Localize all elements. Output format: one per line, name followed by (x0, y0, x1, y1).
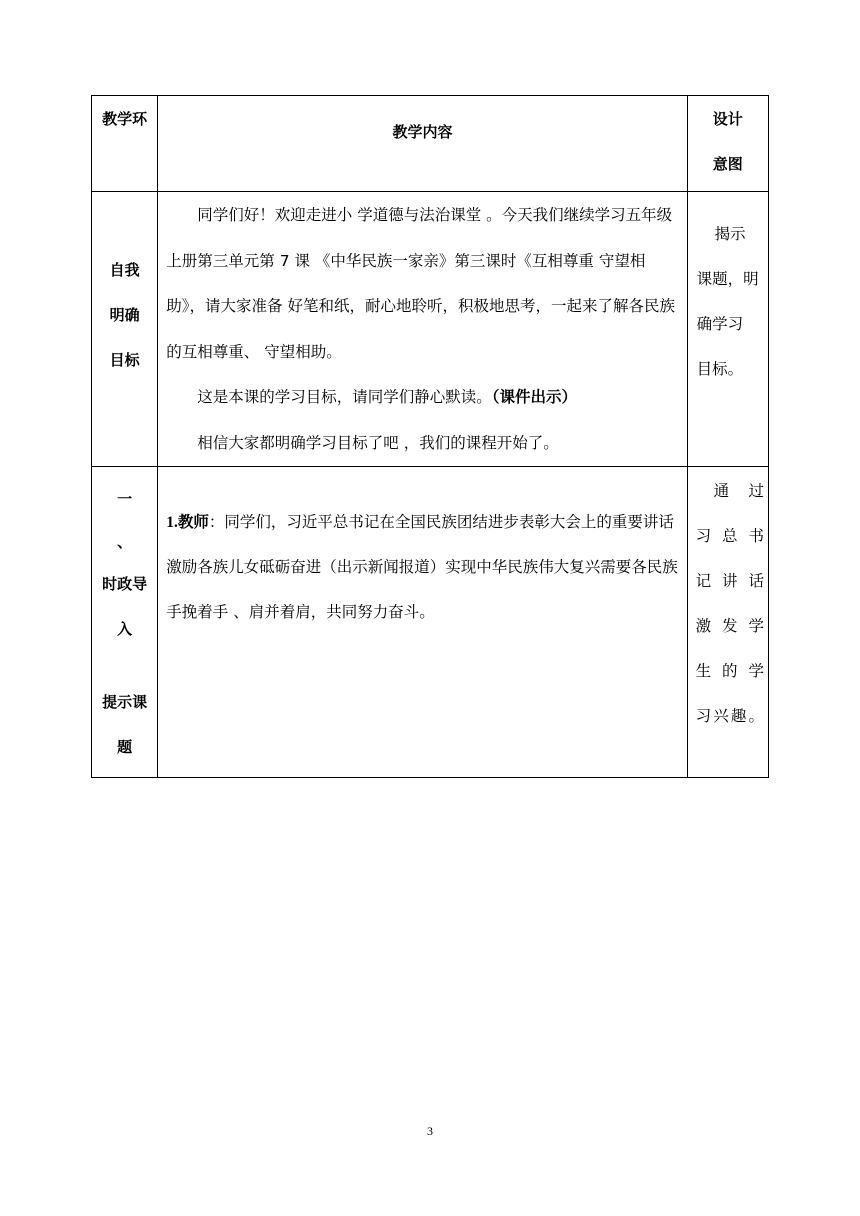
row1-intent-line: 目标。 (696, 360, 744, 378)
page-number: 3 (427, 1124, 433, 1138)
row2-intent-line: 激 发 学 (695, 617, 764, 635)
row2-stage-line: 时政导 (102, 575, 148, 593)
row2-intent (688, 467, 768, 739)
row1-paragraph-2 (166, 375, 680, 421)
header-stage-cell (92, 96, 158, 192)
row1-intent-line: 揭示 (714, 225, 746, 243)
row2-intent-line: 习 总 书 (695, 527, 764, 545)
row1-content (158, 192, 686, 466)
row2-content-cell (158, 467, 687, 778)
row1-stage-cell (92, 192, 158, 467)
row2-intent-line: 记 讲 话 (695, 572, 764, 590)
row1-intent-line: 课题，明 (696, 270, 759, 288)
row1-intent-cell (687, 192, 768, 467)
row2-intent-line: 习兴趣。 (695, 707, 764, 725)
row2-stage-line: 一 (117, 490, 133, 508)
lesson-plan-table (91, 95, 769, 778)
header-intent-line1: 设计 (712, 110, 743, 128)
row1-stage-line: 目标 (109, 351, 140, 369)
table-row (92, 192, 769, 467)
row2-stage-cell (92, 467, 158, 778)
header-stage: 教学环 (102, 110, 148, 128)
row2-intent-cell (687, 467, 768, 778)
row1-stage-line: 自我 (109, 261, 140, 279)
row1-paragraph-2-text: 这是本课的学习目标，请同学们静心默读。 (197, 388, 492, 406)
row2-intent-line: 通 过 (713, 482, 764, 500)
row1-intent-line: 确学习 (696, 315, 744, 333)
table-header-row (92, 96, 769, 192)
row2-stage-line: 提示课 (102, 693, 148, 711)
row1-paragraph-2-bold: （课件出示） (491, 388, 578, 406)
row2-stage-line: 入 (117, 620, 133, 638)
row1-stage-line: 明确 (109, 306, 140, 324)
row2-content-label: 1.教师 (166, 514, 209, 531)
table-row (92, 467, 769, 778)
row1-intent (688, 192, 768, 392)
row2-content-text: ：同学们，习近平总书记在全国民族团结进步表彰大会上的重要讲话激励各族儿女砥砺奋进（出示新闻报道）实现中华民族伟大复兴需要各民族手挽着手 、肩并着肩，共同努力奋斗。 (166, 513, 678, 621)
row1-stage (92, 192, 157, 383)
row2-stage-line: 题 (117, 738, 133, 756)
header-intent-cell (687, 96, 768, 192)
row2-content (158, 467, 686, 635)
row1-paragraph-1: 同学们好！欢迎走进小 学道德与法治课堂 。今天我们继续学习五年级上册第三单元第 7 课 《中华民族一家亲》第三课时《互相尊重 守望相助》，请大家准备 好笔和纸，耐心地聆听，积极地思考，一起来了解各民族的互相尊重、 守望相助。 (166, 206, 675, 361)
header-content-cell (158, 96, 687, 192)
row1-content-cell (158, 192, 687, 467)
header-content: 教学内容 (392, 123, 453, 141)
row2-intent-line: 生 的 学 (695, 662, 764, 680)
row2-stage (92, 467, 157, 770)
row2-stage-line: 、 (117, 533, 133, 551)
row1-paragraph-3: 相信大家都明确学习目标了吧 ，我们的课程开始了。 (197, 433, 559, 452)
header-intent-line2: 意图 (712, 155, 743, 173)
